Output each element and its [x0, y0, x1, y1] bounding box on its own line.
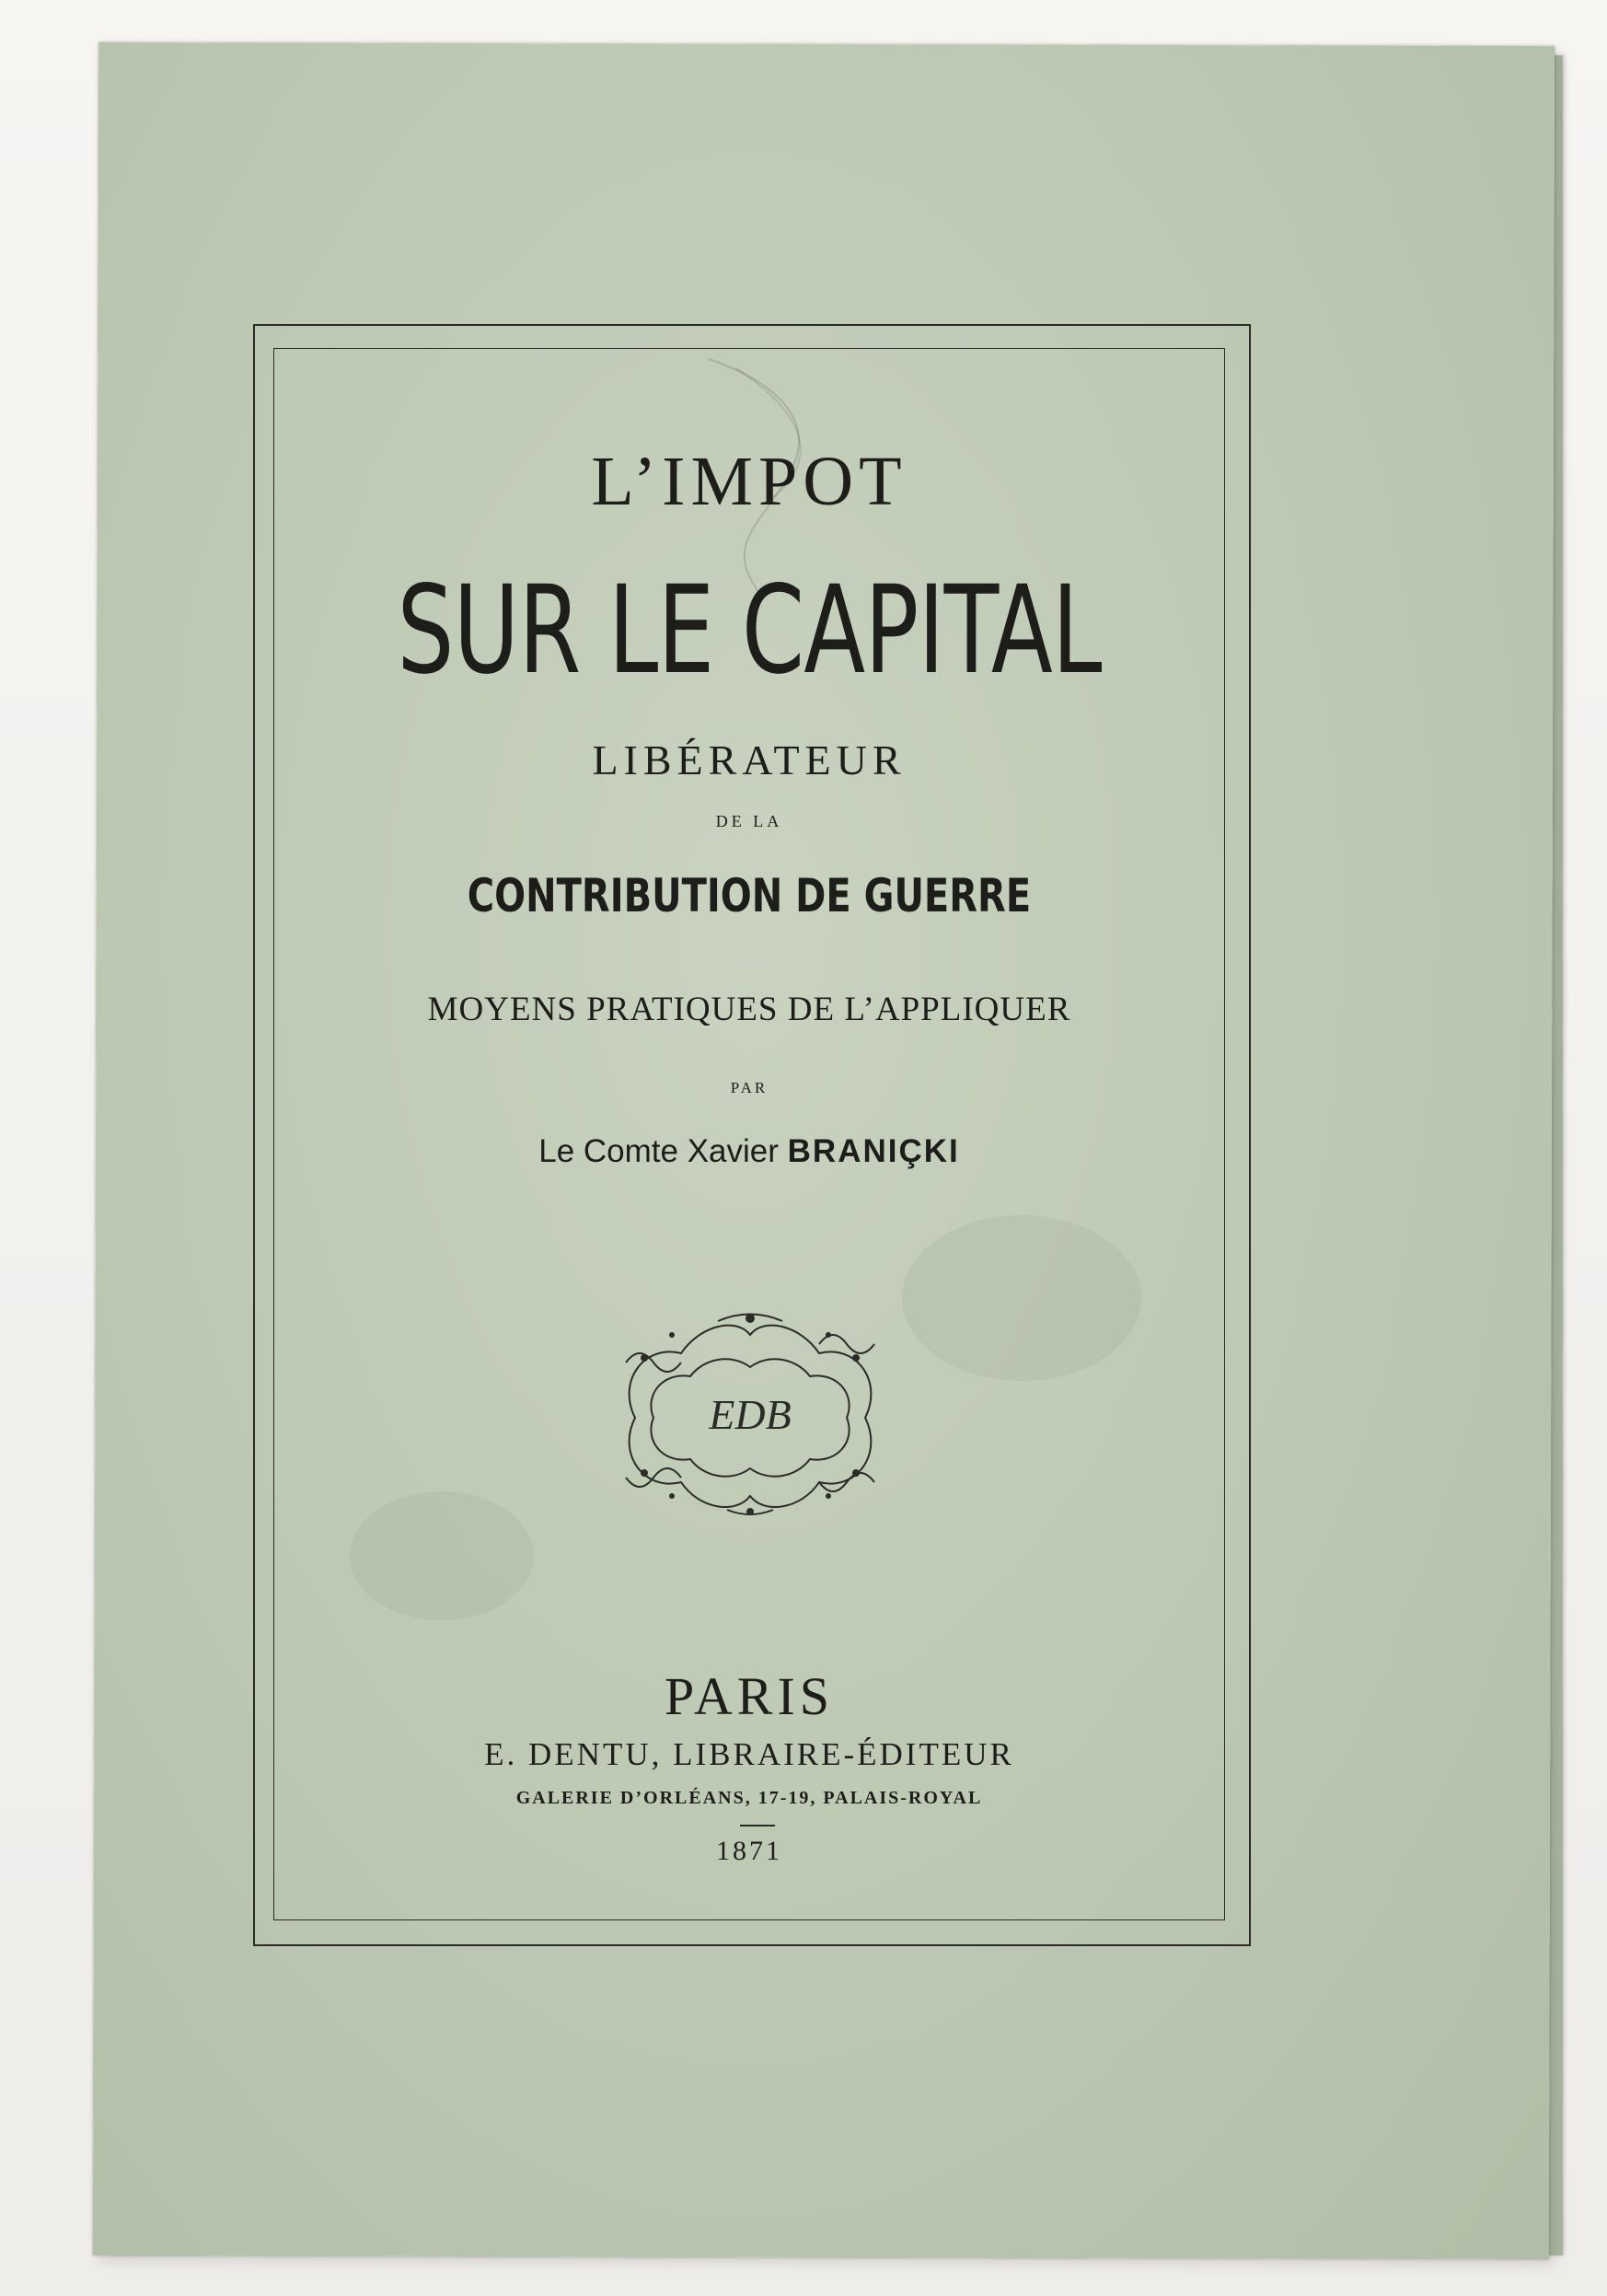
- subtitle: MOYENS PRATIQUES DE L’APPLIQUER: [427, 991, 1071, 1028]
- subject-contribution: CONTRIBUTION DE GUERRE: [467, 869, 1032, 922]
- imprint-city: PARIS: [664, 1666, 835, 1726]
- publisher-vignette-icon: [607, 1307, 893, 1519]
- imprint-address: GALERIE D’ORLÉANS, 17-19, PALAIS-ROYAL: [515, 1788, 983, 1808]
- author-line: [273, 1129, 1225, 1175]
- year-rule: [740, 1825, 775, 1826]
- imprint-year: 1871: [716, 1836, 782, 1866]
- by-label: PAR: [730, 1079, 769, 1096]
- title-capital: SUR LE CAPITAL: [397, 560, 1102, 702]
- vignette-monogram: EDB: [709, 1391, 792, 1438]
- connector-de-la: DE LA: [715, 812, 783, 830]
- imprint-publisher: E. DENTU, LIBRAIRE-ÉDITEUR: [484, 1736, 1014, 1772]
- title-liberateur: LIBÉRATEUR: [592, 736, 907, 783]
- title-impot: L’IMPOT: [591, 443, 908, 520]
- author-prefix: Le Comte Xavier: [538, 1133, 779, 1169]
- author-surname: BRANIÇKI: [787, 1133, 960, 1169]
